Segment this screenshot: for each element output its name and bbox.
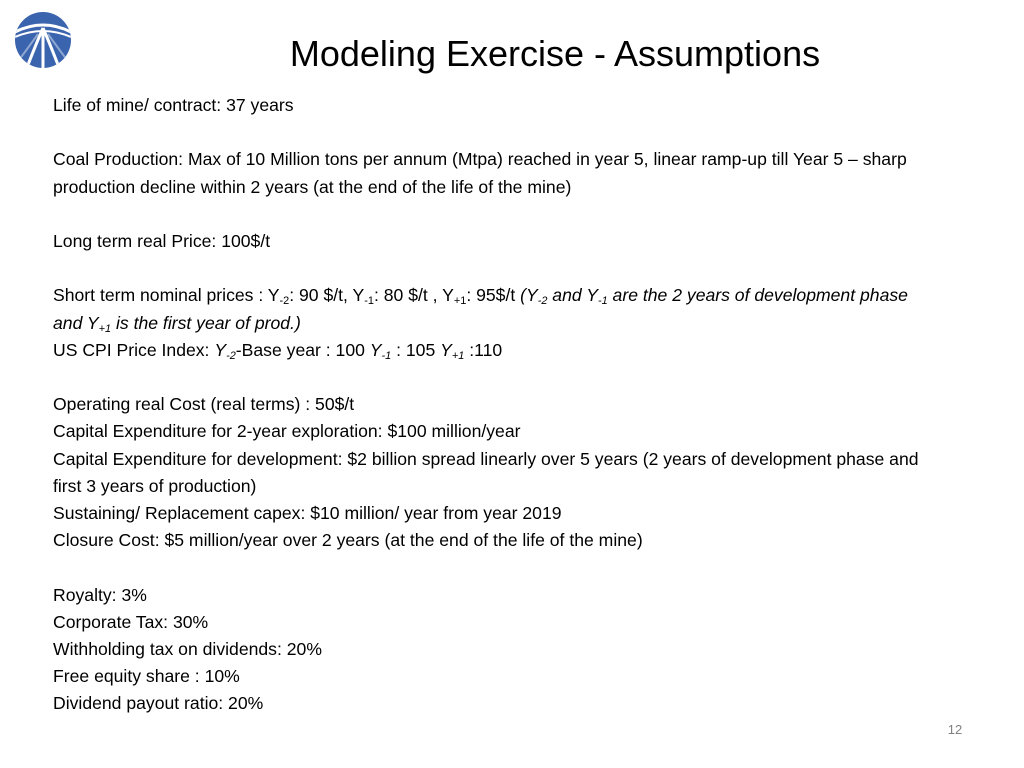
withholding-tax-text: Withholding tax on dividends: 20% <box>53 638 322 659</box>
cpi-index-text: US CPI Price Index: $Y_{-2}$-Base year : 100 $Y_{-1}$ : 105 $Y_{+1}$ :110 <box>53 339 503 362</box>
short-term-prices-text: Short term nominal prices : $Y_{-2}$: 90 $/t, $Y_{-1}$: 80 $/t , $Y_{+1}$: 95$/t ($Y_{-2}$ and $Y_{-1}$ are the 2 years of development phase and $Y_{+1}$ is the first year of prod.) <box>53 285 908 335</box>
life-of-mine-text: Life of mine/ contract: 37 years <box>53 95 294 115</box>
operating-cost-text: Operating real Cost (real terms) : 50$/t <box>53 394 355 415</box>
closure-cost-text: Closure Cost: $5 million/year over 2 years (at the end of the life of the mine) <box>53 530 643 551</box>
free-equity-text: Free equity share : 10% <box>53 666 240 687</box>
corporate-tax-text: Corporate Tax: 30% <box>53 611 209 632</box>
capex-exploration-text: Capital Expenditure for 2-year exploration: $100 million/year <box>53 421 521 442</box>
sustaining-capex-text: Sustaining/ Replacement capex: $10 million/ year from year 2019 <box>53 502 562 523</box>
page-number: 12 <box>947 722 963 737</box>
long-term-price-text: Long term real Price: 100$/t <box>53 230 271 251</box>
capex-development-text: Capital Expenditure for development: $2 billion spread linearly over 5 years (2 years of development phase and first 3 years of production) <box>53 448 919 496</box>
royalty-text: Royalty: 3% <box>53 584 147 605</box>
short-term-note: ($Y_{-2}$ and $Y_{-1}$ are the 2 years of development phase and $Y_{+1}$ is the first year of prod.) <box>53 285 908 335</box>
assumptions-body <box>53 92 933 718</box>
coal-production-text: Coal Production: Max of 10 Million tons per annum (Mtpa) reached in year 5, linear ramp-up till Year 5 – sharp production decline within 2 years (at the end of the life of the mine) <box>53 149 907 197</box>
slide-title: Modeling Exercise - Assumptions <box>289 33 821 74</box>
payout-ratio-text: Dividend payout ratio: 20% <box>53 693 264 714</box>
